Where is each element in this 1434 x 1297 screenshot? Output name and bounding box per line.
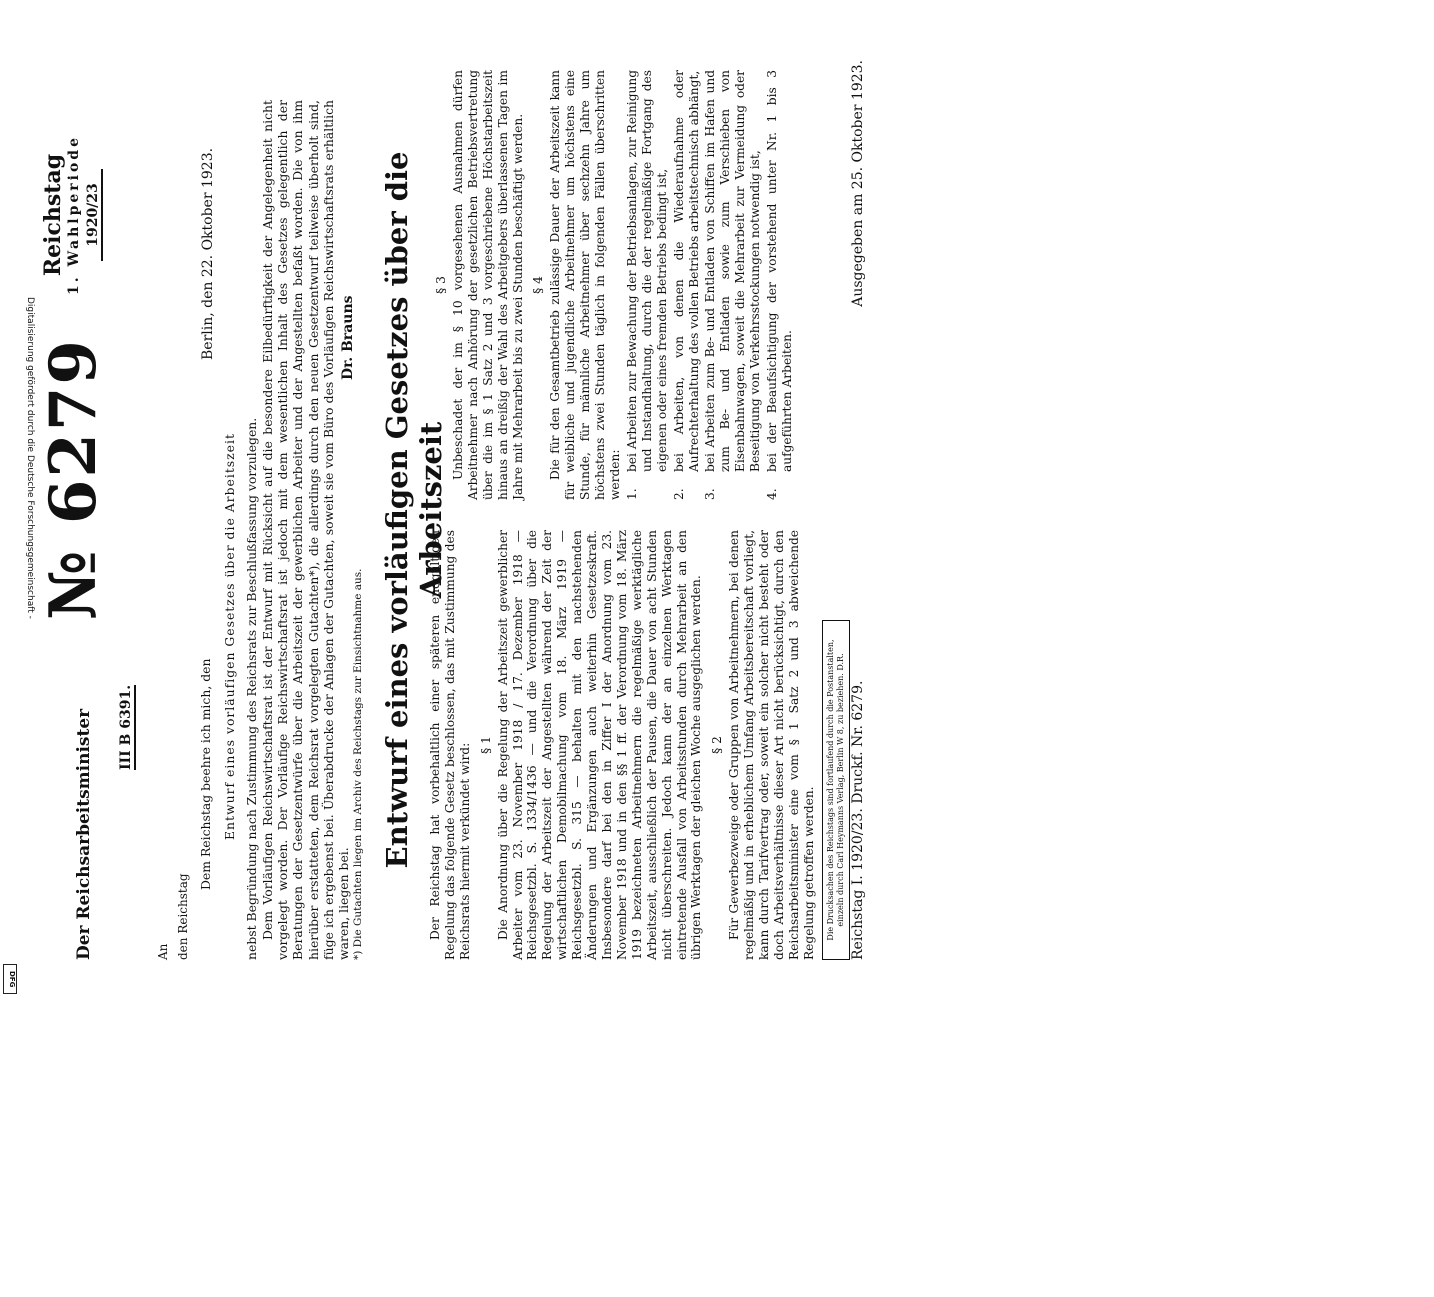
ministry-code: III B 6391. bbox=[118, 684, 134, 770]
section-4-heading: § 4 bbox=[531, 276, 546, 294]
list-item-number: 2. bbox=[671, 488, 686, 500]
list-item-number: 4. bbox=[765, 488, 780, 500]
footer-right: Ausgegeben am 25. Oktober 1923. bbox=[850, 60, 866, 307]
address-an: An bbox=[156, 943, 170, 960]
place-date: Berlin, den 22. Oktober 1923. bbox=[200, 147, 216, 360]
printer-notice: Die Drucksachen des Reichstags sind fortlaufend durch die Postanstalten, einzeln durch Carl Heymanns Verlag, Berlin W 8, zu beziehen. D.R. bbox=[822, 620, 850, 960]
footer-line bbox=[850, 60, 866, 960]
letter-subject: Entwurf eines vorläufigen Gesetzes über die Arbeitszeit bbox=[222, 433, 237, 840]
footer-left: Reichstag I. 1920/23. Druckf. Nr. 6279. bbox=[850, 680, 866, 960]
letter-para1: nebst Begründung nach Zustimmung des Reichsrats zur Beschlußfassung vorzulegen. bbox=[244, 417, 259, 960]
letter-intro: Dem Reichstag beehre ich mich, den bbox=[198, 658, 213, 890]
section-1-heading: § 1 bbox=[478, 736, 493, 754]
list-item-text: bei der Beaufsichtigung der vorstehend unter Nr. 1 bis 3 aufgeführten Arbeiten. bbox=[765, 70, 794, 472]
document-number: № 6279 bbox=[36, 338, 111, 620]
list-item-number: 1. bbox=[624, 488, 639, 500]
list-item-text: bei Arbeiten zur Bewachung der Betriebsanlagen, zur Reinigung und Instandhaltung, durch die der regelmäßige Fortgang des eigenen oder eines fremden Betriebs bedingt ist, bbox=[624, 70, 669, 472]
list-item bbox=[672, 70, 702, 500]
list-item bbox=[703, 70, 763, 500]
right-column bbox=[428, 70, 795, 500]
left-column bbox=[428, 530, 817, 960]
list-item-text: bei Arbeiten, von denen die Wiederaufnahme oder Aufrechterhaltung des vollen Betriebs arbeitstechnisch abhängt, bbox=[671, 70, 701, 472]
footnote: *) Die Gutachten liegen im Archiv des Reichstags zur Einsichtnahme aus. bbox=[352, 568, 364, 960]
section-4-intro: Die für den Gesamtbetrieb zulässige Dauer der Arbeitszeit kann für weibliche und jugendliche Arbeitnehmer um höchstens eine Stunde, für männliche Arbeitnehmer über sechzehn Jahre um höchstens zwei Stunden täglich in folgenden Fällen überschritten werden: bbox=[548, 70, 622, 500]
section-3-text: Unbeschadet der im § 10 vorgesehenen Ausnahmen dürfen Arbeitnehmer nach Anhörung der gesetzlichen Betriebsvertretung über die im § 1 Satz 2 und 3 vorgeschriebene Höchstarbeitszeit hinaus an dreißig der Wahl des Arbeitgebers überlassenen Tagen im Jahre mit Mehrarbeit bis zu zwei Stunden beschäftigt werden. bbox=[450, 70, 525, 500]
reichstag-title: Reichstag bbox=[40, 153, 66, 277]
list-item-text: bei Arbeiten zum Be- und Entladen von Schiffen im Hafen und zum Be- und Entladen sowie zum Verschieben von Eisenbahnwagen, soweit die Mehrarbeit zur Vermeidung oder Beseitigung von Verkehrsstockungen notwendig ist, bbox=[703, 70, 763, 472]
preamble: Der Reichstag hat vorbehaltlich einer späteren endgültigen Regelung das folgende Gesetz beschlossen, das mit Zustimmung des Reichsrats hiermit verkündet wird: bbox=[428, 530, 472, 960]
address-reichstag: den Reichstag bbox=[176, 873, 190, 960]
list-item bbox=[765, 70, 795, 500]
signature: Dr. Brauns bbox=[340, 295, 356, 380]
wahlperiode: 1. Wahlperiode bbox=[66, 135, 82, 295]
ministry-name: Der Reichsarbeitsminister bbox=[74, 708, 94, 960]
section-2-text: Für Gewerbezweige oder Gruppen von Arbeitnehmern, bei denen regelmäßig und in erheblichem Umfang Arbeitsbereitschaft vorliegt, kann durch Tarifvertrag oder, soweit ein solcher nicht besteht oder doch Arbeitsverhältnisse dieser Art nicht berücksichtigt, durch den Reichsarbeitsminister eine vom § 1 Satz 2 und 3 abweichende Regelung getroffen werden. bbox=[727, 530, 816, 960]
period-years: 1920/23 bbox=[85, 169, 103, 261]
list-item-number: 3. bbox=[703, 488, 718, 500]
letter-para2: Dem Vorläufigen Reichswirtschaftsrat ist der Entwurf mit Rücksicht auf die besondere Eilbedürftigkeit der Angelegenheit nicht vorgelegt worden. Der Vorläufige Reichswirtschaftsrat ist jedoch mit dem wesentlichen Inhalt des Gesetzes gelegentlich der Beratungen der Gesetzentwürfe über die Arbeitszeit der gewerblichen Arbeiter und der Angestellten befaßt worden. Die von ihm hierüber erstatteten, dem Reichsrat vorgelegten Gutachten*), die allerdings durch den neuen Gesetzentwurf teilweise überholt sind, füge ich ergebenst bei. Überabdrucke der Anlagen der Gutachten, soweit sie vom Büro des Vorläufigen Reichswirtschaftsrats erhältlich waren, liegen bei. bbox=[260, 100, 352, 960]
section-1-text: Die Anordnung über die Regelung der Arbeitszeit gewerblicher Arbeiter vom 23. November 1918 / 17. Dezember 1918 — Reichsgesetzbl. S. 1334/1436 — und die Verordnung über die Regelung der Arbeitszeit der Angestellten während der Zeit der wirtschaftlichen Demobilmachung vom 18. März 1919 — Reichsgesetzbl. S. 315 — behalten mit den nachstehenden Änderungen und Ergänzungen auch weiterhin Gesetzeskraft. Insbesondere darf bei den in Ziffer I der Anordnung vom 23. November 1918 und in den §§ 1 ff. der Verordnung vom 18. März 1919 bezeichneten Arbeitnehmern die regelmäßige werktägliche Arbeitszeit, ausschließlich der Pausen, die Dauer von acht Stunden nicht überschreiten. Jedoch kann der an einzelnen Werktagen eintretende Ausfall von Arbeitsstunden durch Mehrarbeit an den übrigen Werktagen der gleichen Woche ausgeglichen werden. bbox=[495, 530, 704, 960]
dfg-logo: DFG bbox=[3, 964, 17, 994]
list-item bbox=[625, 70, 670, 500]
draft-title: Entwurf eines vorläufigen Gesetzes über die Arbeitszeit bbox=[380, 151, 448, 869]
reichstag-header bbox=[40, 90, 103, 340]
digitization-note: Digitalisierung gefördert durch die Deutsche Forschungsgemeinschaft - bbox=[25, 297, 35, 619]
section-2-heading: § 2 bbox=[710, 736, 725, 754]
section-3-heading: § 3 bbox=[434, 276, 448, 294]
